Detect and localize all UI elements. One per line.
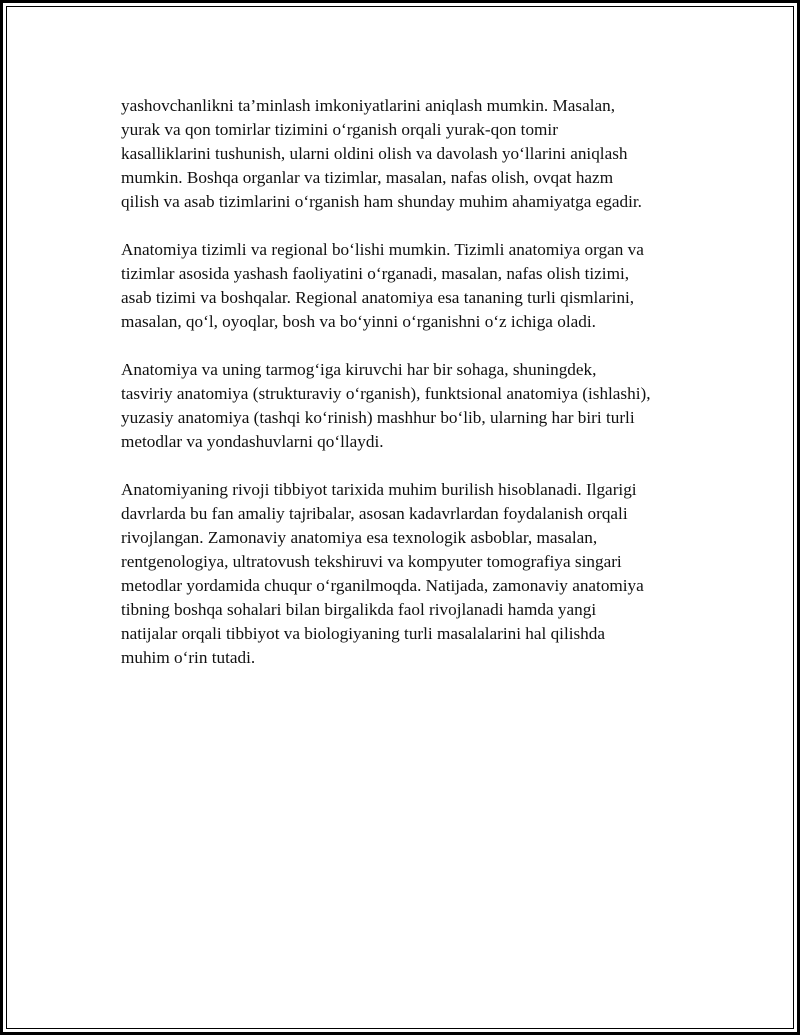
text-line: asab tizimi va boshqalar. Regional anatomiya esa tananing turli qismlarini,	[121, 288, 635, 307]
text-line: davrlarda bu fan amaliy tajribalar, asosan kadavrlardan foydalanish orqali	[121, 504, 628, 523]
text-line: Anatomiyaning rivoji tibbiyot tarixida muhim burilish hisoblanadi. Ilgarigi	[121, 480, 637, 499]
text-line: rentgenologiya, ultratovush tekshiruvi va kompyuter tomografiya singari	[121, 552, 622, 571]
text-line: metodlar va yondashuvlarni qo‘llaydi.	[121, 432, 384, 451]
text-line: natijalar orqali tibbiyot va biologiyaning turli masalalarini hal qilishda	[121, 624, 606, 643]
text-line: tasviriy anatomiya (strukturaviy o‘rganish), funktsional anatomiya (ishlashi),	[121, 384, 651, 403]
paragraph-2	[121, 238, 701, 334]
text-line: mumkin. Boshqa organlar va tizimlar, masalan, nafas olish, ovqat hazm	[121, 168, 614, 187]
text-line: Anatomiya va uning tarmog‘iga kiruvchi har bir sohaga, shuningdek,	[121, 360, 597, 379]
paragraph-4	[121, 478, 701, 670]
text-line: qilish va asab tizimlarini o‘rganish ham shunday muhim ahamiyatga egadir.	[121, 192, 642, 211]
text-line: metodlar yordamida chuqur o‘rganilmoqda. Natijada, zamonaviy anatomiya	[121, 576, 644, 595]
text-line: Anatomiya tizimli va regional bo‘lishi mumkin. Tizimli anatomiya organ va	[121, 240, 644, 259]
text-line: muhim o‘rin tutadi.	[121, 648, 256, 667]
text-line: rivojlangan. Zamonaviy anatomiya esa texnologik asboblar, masalan,	[121, 528, 598, 547]
text-line: tibning boshqa sohalari bilan birgalikda faol rivojlanadi hamda yangi	[121, 600, 597, 619]
text-line: tizimlar asosida yashash faoliyatini o‘rganadi, masalan, nafas olish tizimi,	[121, 264, 630, 283]
text-line: masalan, qo‘l, oyoqlar, bosh va bo‘yinni o‘rganishni o‘z ichiga oladi.	[121, 312, 596, 331]
document-body	[121, 94, 701, 694]
paragraph-1	[121, 94, 701, 214]
text-line: kasalliklarini tushunish, ularni oldini olish va davolash yo‘llarini aniqlash	[121, 144, 628, 163]
paragraph-3	[121, 358, 701, 454]
text-line: yuzasiy anatomiya (tashqi ko‘rinish) mashhur bo‘lib, ularning har biri turli	[121, 408, 635, 427]
text-line: yashovchanlikni ta’minlash imkoniyatlarini aniqlash mumkin. Masalan,	[121, 96, 616, 115]
text-line: yurak va qon tomirlar tizimini o‘rganish orqali yurak-qon tomir	[121, 120, 558, 139]
